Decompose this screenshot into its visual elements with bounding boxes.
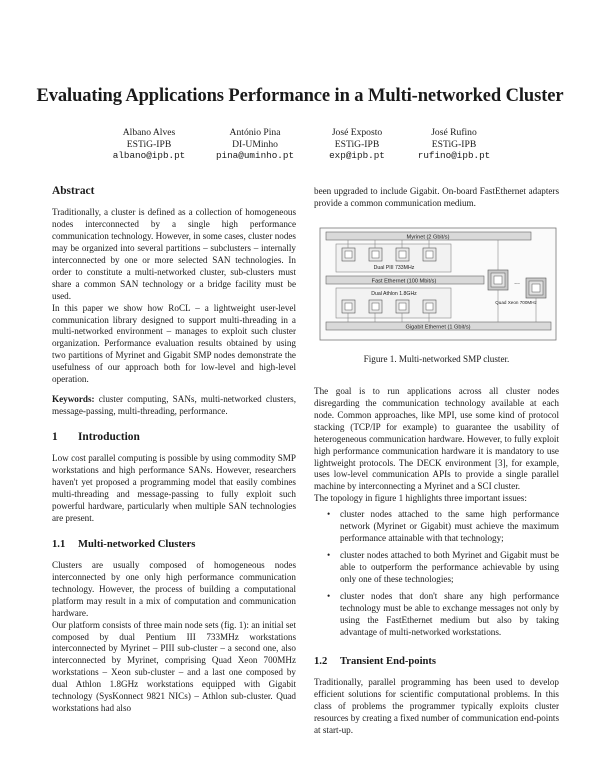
author-email[interactable]: albano@ipb.pt	[112, 150, 186, 161]
section-number: 1.1	[52, 538, 66, 550]
section-number: 1.2	[314, 655, 328, 667]
paper-title: Evaluating Applications Performance in a Multi-networked Cluster	[36, 86, 564, 106]
body-paragraph: The topology in figure 1 highlights three important issues:	[314, 493, 527, 504]
author-email[interactable]: rufino@ipb.pt	[417, 150, 491, 161]
node-icon	[372, 251, 379, 258]
body-paragraph: been upgraded to include Gigabit. On-board FastEthernet adapters provide a common communication medium.	[314, 186, 559, 208]
author-email[interactable]: pina@uminho.pt	[215, 150, 295, 161]
author-name: José Exposto	[331, 127, 383, 138]
node-icon	[426, 251, 433, 258]
subsection-heading	[52, 539, 296, 551]
node-icon	[426, 303, 433, 310]
author-affiliation: ESTiG-IPB	[334, 138, 380, 150]
section-heading	[52, 432, 296, 444]
section-number: 1	[52, 431, 58, 444]
figure-caption: Figure 1. Multi-networked SMP cluster.	[363, 353, 510, 364]
author-list	[0, 127, 600, 171]
author-name: José Rufino	[431, 127, 477, 138]
body-paragraph: Clusters are usually composed of homogeneous nodes interconnected by one only high performance communication technology. However, the process of building a computational platform may result in a mix of computation and communication hardware.	[52, 559, 296, 618]
node-icon	[372, 303, 379, 310]
author-name: António Pina	[229, 127, 281, 138]
fast-ethernet-label: Fast Ethernet (100 Mbit/s)	[371, 278, 437, 285]
list-item: • cluster nodes that don't share any high performance technology must be able to exchange messages not only by using the FastEthernet medium but also by taking advantage of multi-networked workstations.	[327, 591, 559, 637]
keywords-label: Keywords:	[52, 394, 95, 405]
section-title: Multi-networked Clusters	[78, 538, 196, 550]
node-icon	[345, 251, 352, 258]
bullet-icon: •	[327, 591, 331, 602]
subsection-heading	[314, 656, 559, 668]
author-name: Albano Alves	[122, 127, 176, 138]
issues-list	[314, 509, 559, 639]
node-icon	[399, 303, 406, 310]
author-block	[389, 127, 519, 162]
cluster-topology-diagram	[314, 220, 559, 344]
myrinet-label: Myrinet (2 Gbit/s)	[406, 234, 450, 241]
abstract-heading: Abstract	[52, 185, 95, 197]
section-title: Introduction	[78, 431, 140, 444]
keywords-text: cluster computing, SANs, multi-networked clusters, message-passing, multi-threading, performance.	[52, 394, 297, 417]
abstract-paragraph: In this paper we show how RoCL – a lightweight user-level communication library designed to support multi-threading in a multi-networked environment – manages to exploit such cluster organization. Performance evaluation results obtained by using two partitions of Myrinet and Gigabit SMP nodes demonstrate the usefulness of our approach both for low-level and high-level operation.	[52, 302, 296, 385]
author-affiliation: DI-UMinho	[232, 138, 278, 150]
node-icon	[532, 284, 540, 292]
author-affiliation: ESTiG-IPB	[431, 138, 477, 150]
piii-label: Dual PIII 733MHz	[373, 264, 415, 271]
keywords	[52, 394, 296, 418]
body-paragraph: Traditionally, parallel programming has been used to develop efficient solutions for scientific computational problems. In this class of problems the programmer typically exploits cluster resources by creating a fixed number of communication end-points at start-up.	[314, 676, 559, 735]
body-paragraph: Low cost parallel computing is possible by using commodity SMP workstations and high performance SANs. However, researchers haven't yet proposed a programming model that easily combines multi-threading and message-passing to fully exploit such powerful hardware, particularly when multiple SAN technologies are present.	[52, 453, 296, 523]
figure-1	[314, 220, 559, 366]
node-icon	[399, 251, 406, 258]
abstract-paragraph: Traditionally, a cluster is defined as a collection of homogeneous nodes interconnected by a single high performance communication technology. However, in some cases, cluster nodes may be organized into several partitions – subclusters – internally interconnected by one or more selected SAN technologies. In order to constitute a multi-networked cluster, sub-clusters must share a common SAN technology or a bridge facility must be used.	[52, 206, 296, 301]
section-title: Transient End-points	[340, 655, 437, 667]
list-item: • cluster nodes attached to both Myrinet and Gigabit must be able to outperform the performance achievable by using only one of these technologies;	[327, 550, 559, 585]
right-column	[314, 186, 559, 737]
gigabit-label: Gigabit Ethernet (1 Gbit/s)	[405, 324, 471, 331]
xeon-label: Quad Xeon 700MHz	[495, 299, 537, 305]
bullet-icon: •	[327, 509, 331, 520]
author-email[interactable]: exp@ipb.pt	[329, 150, 385, 161]
athlon-label: Dual Athlon 1.8GHz	[371, 290, 417, 297]
author-affiliation: ESTiG-IPB	[126, 138, 172, 150]
bullet-icon: •	[327, 550, 331, 561]
body-paragraph: Our platform consists of three main node sets (fig. 1): an initial set composed by dual Pentium III 733MHz workstations interconnected by Myrinet – PIII sub-cluster – a second one, also interconnected by Myrinet, comprising Quad Xeon 700MHz workstations – Xeon sub-cluster – and a last one composed by dual Athlon 1.8GHz workstations equipped with Gigabit technology (SysKonnect 9821 NICs) – Athlon sub-cluster. Quad workstations had also	[52, 619, 296, 714]
node-icon	[345, 303, 352, 310]
list-item: • cluster nodes attached to the same high performance network (Myrinet or Gigabit) must achieve the maximum performance attainable with that technology;	[327, 509, 559, 544]
node-icon	[494, 276, 502, 284]
more-nodes-ellipsis: ...	[514, 278, 520, 286]
left-column	[52, 186, 296, 715]
body-paragraph: The goal is to run applications across all cluster nodes disregarding the communication technology available at each node. Common approaches, like MPI, use some kind of protocol stacking (TCP/IP for example) to guarantee the usability of heterogeneous communication hardware. However, to fully exploit high performance communication hardware it is mandatory to use lightweight protocols. The DECK environment [3], for example, uses low-level communication APIs to provide a single parallel machine by interconnecting a Myrinet and a SCI cluster.	[314, 385, 559, 492]
